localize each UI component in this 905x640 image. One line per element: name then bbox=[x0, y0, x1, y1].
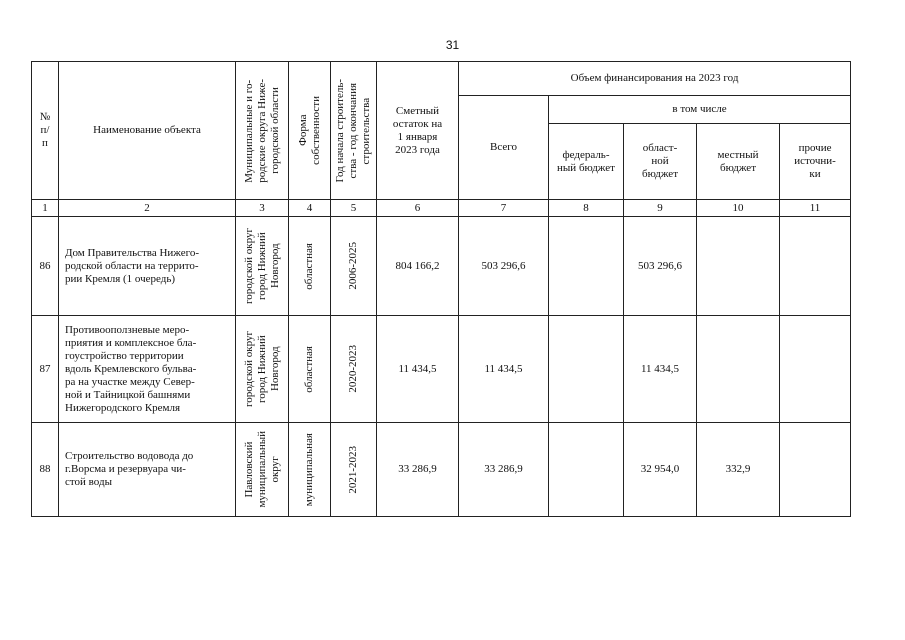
col-num-9: 9 bbox=[624, 200, 697, 217]
header-estimate: Сметный остаток на 1 января 2023 года bbox=[377, 62, 459, 200]
header-total: Всего bbox=[459, 96, 549, 200]
municipality-cell bbox=[236, 423, 289, 517]
years-text: 2021-2023 bbox=[347, 445, 359, 494]
table-row bbox=[32, 316, 851, 423]
municipality-cell bbox=[236, 217, 289, 316]
page-number: 31 bbox=[445, 38, 460, 52]
header-including: в том числе bbox=[549, 96, 851, 124]
header-ownership-text: Форма собственности bbox=[296, 96, 322, 165]
header-federal: федераль- ный бюджет bbox=[549, 124, 624, 200]
regional-cell: 11 434,5 bbox=[624, 316, 697, 423]
col-num-5: 5 bbox=[331, 200, 377, 217]
header-years-text: Год начала строитель- ства - год окончания строительства bbox=[334, 78, 372, 183]
years-text: 2020-2023 bbox=[347, 345, 359, 393]
municipality-text: городской округ город Нижний Новгород bbox=[242, 330, 281, 408]
municipality-text: городской округ город Нижний Новгород bbox=[242, 227, 281, 305]
row-num: 86 bbox=[32, 217, 59, 316]
col-num-4: 4 bbox=[289, 200, 331, 217]
header-financing: Объем финансирования на 2023 год bbox=[459, 62, 851, 96]
col-num-1: 1 bbox=[32, 200, 59, 217]
estimate-cell: 11 434,5 bbox=[377, 316, 459, 423]
regional-cell: 503 296,6 bbox=[624, 217, 697, 316]
table-row bbox=[32, 217, 851, 316]
col-num-6: 6 bbox=[377, 200, 459, 217]
ownership-text: областная bbox=[303, 345, 315, 393]
column-numbers-row bbox=[32, 200, 851, 217]
estimate-cell: 33 286,9 bbox=[377, 423, 459, 517]
header-ownership bbox=[289, 62, 331, 200]
row-num: 88 bbox=[32, 423, 59, 517]
col-num-11: 11 bbox=[780, 200, 851, 217]
header-regional: област- ной бюджет bbox=[624, 124, 697, 200]
object-name: Дом Правительства Нижего- родской области на террито- рии Кремля (1 очередь) bbox=[59, 217, 236, 316]
local-cell: 332,9 bbox=[697, 423, 780, 517]
total-cell: 33 286,9 bbox=[459, 423, 549, 517]
col-num-8: 8 bbox=[549, 200, 624, 217]
header-num: № п/ п bbox=[32, 62, 59, 200]
header-local: местный бюджет bbox=[697, 124, 780, 200]
other-cell bbox=[780, 217, 851, 316]
federal-cell bbox=[549, 217, 624, 316]
col-num-2: 2 bbox=[59, 200, 236, 217]
local-cell bbox=[697, 217, 780, 316]
years-cell bbox=[331, 316, 377, 423]
municipality-cell bbox=[236, 316, 289, 423]
estimate-cell: 804 166,2 bbox=[377, 217, 459, 316]
local-cell bbox=[697, 316, 780, 423]
table-row bbox=[32, 423, 851, 517]
other-cell bbox=[780, 316, 851, 423]
federal-cell bbox=[549, 316, 624, 423]
col-num-3: 3 bbox=[236, 200, 289, 217]
municipality-text: Павловский муниципальный округ bbox=[242, 431, 281, 508]
ownership-text: муниципальная bbox=[303, 432, 315, 507]
years-text: 2006-2025 bbox=[347, 242, 359, 290]
regional-cell: 32 954,0 bbox=[624, 423, 697, 517]
federal-cell bbox=[549, 423, 624, 517]
col-num-7: 7 bbox=[459, 200, 549, 217]
header-municipality-text: Муниципальные и го- родские округа Ниже- городской области bbox=[242, 78, 281, 183]
object-name: Строительство водовода до г.Ворсма и резервуара чи- стой воды bbox=[59, 423, 236, 517]
col-num-10: 10 bbox=[697, 200, 780, 217]
header-years bbox=[331, 62, 377, 200]
years-cell bbox=[331, 217, 377, 316]
ownership-cell bbox=[289, 423, 331, 517]
object-name: Противооползневые меро- приятия и комплексное бла- гоустройство территории вдоль Кремлевского бульва- ра на участке между Север- ной и Тайницкой башнями Нижегородского Кремля bbox=[59, 316, 236, 423]
ownership-cell bbox=[289, 217, 331, 316]
other-cell bbox=[780, 423, 851, 517]
ownership-text: областная bbox=[303, 242, 315, 290]
total-cell: 11 434,5 bbox=[459, 316, 549, 423]
header-municipality bbox=[236, 62, 289, 200]
row-num: 87 bbox=[32, 316, 59, 423]
header-row-1 bbox=[32, 62, 851, 96]
total-cell: 503 296,6 bbox=[459, 217, 549, 316]
financing-table bbox=[31, 61, 851, 517]
header-name: Наименование объекта bbox=[59, 62, 236, 200]
header-other: прочие источни- ки bbox=[780, 124, 851, 200]
ownership-cell bbox=[289, 316, 331, 423]
years-cell bbox=[331, 423, 377, 517]
